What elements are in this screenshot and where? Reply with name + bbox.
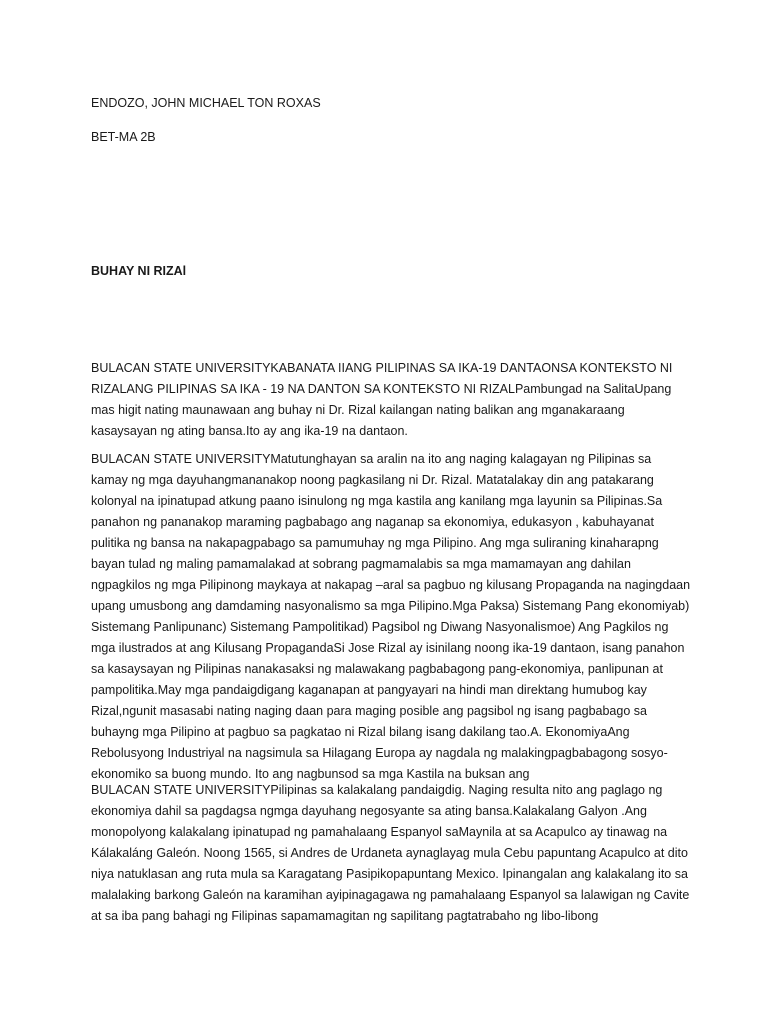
document-title: BUHAY NI RIZAl bbox=[91, 264, 187, 278]
paragraph-3: BULACAN STATE UNIVERSITYPilipinas sa kalakalang pandaigdig. Naging resulta nito ang paglago ng ekonomiya dahil sa pagdagsa ngmga dayuhang negosyante sa ating bansa.Kalakalang Galyon .Ang monopolyong kalakalang ipinatupad ng pamahalaang Espanyol saMaynila at sa Acapulco ay tinawag na Kálakaláng Galeón. Noong 1565, si Andres de Urdaneta aynaglayag mula Cebu papuntang Acapulco at dito niya natuklasan ang ruta mula sa Karagatang Pasipikopapuntang Mexico. Ipinangalan ang kalakalang ito sa malalaking barkong Galeón na karamihan ayipinagagawa ng pamahalaang Espanyol sa lalawigan ng Cavite at sa iba pang bahagi ng Filipinas sapamamagitan ng sapilitang pagtatrabaho ng libo-libong bbox=[91, 783, 690, 923]
author-name: ENDOZO, JOHN MICHAEL TON ROXAS bbox=[91, 96, 321, 110]
paragraph-2: BULACAN STATE UNIVERSITYMatutunghayan sa aralin na ito ang naging kalagayan ng Pilipinas sa kamay ng mga dayuhangmananakop noong pagkasilang ni Dr. Rizal. Matatalakay din ang patakarang kolonyal na ipinatupad atkung paano isinulong ng mga kastila ang kanilang mga layunin sa Pilipinas.Sa panahon ng pananakop maraming pagbabago ang naganap sa ekonomiya, edukasyon , kabuhayanat pulitika ng bansa na nakapagpabago sa pamumuhay ng mga Pilipino. Ang mga suliraning kinaharapng bayan tulad ng maling pamamalakad at sobrang pagmamalabis sa mga mamamayan ang dahilan ngpagkilos ng mga Pilipinong maykaya at nakapag –aral sa pagbuo ng kilusang Propaganda na nagingdaan upang umusbong ang damdaming nasyonalismo sa mga Pilipino.Mga Paksa) Sistemang Pang ekonomiyab) Sistemang Panlipunanc) Sistemang Pampolitikad) Pagsibol ng Diwang Nasyonalismoe) Ang Pagkilos ng mga ilustrados at ang Kilusang PropagandaSi Jose Rizal ay isinilang noong ika-19 dantaon, isang panahon sa kasaysayan ng Pilipinas nanakasaksi ng malawakang pagbabagong pang-ekonomiya, panlipunan at pampolitika.May mga pandaigdigang kaganapan at pangyayari na hindi man direktang humubog kay Rizal,ngunit masasabi nating naging daan para maging posible ang pagsibol ng isang pagbabago sa buhayng mga Pilipino at pagbuo sa pagkatao ni Rizal bilang isang dakilang tao.A. EkonomiyaAng Rebolusyong Industriyal na nagsimula sa Hilagang Europa ay nagdala ng malakingpagbabagong sosyo-ekonomiko sa buong mundo. Ito ang nagbunsod sa mga Kastila na buksan ang bbox=[91, 452, 691, 781]
paragraph-1: BULACAN STATE UNIVERSITYKABANATA IIANG PILIPINAS SA IKA-19 DANTAONSA KONTEKSTO NI RIZALANG PILIPINAS SA IKA - 19 NA DANTON SA KONTEKSTO NI RIZALPambungad na SalitaUpang mas higit nating maunawaan ang buhay ni Dr. Rizal kailangan nating balikan ang mganakaraang kasaysayan ng ating bansa.Ito ay ang ika-19 na dantaon. bbox=[91, 361, 673, 438]
class-section: BET-MA 2B bbox=[91, 130, 156, 144]
